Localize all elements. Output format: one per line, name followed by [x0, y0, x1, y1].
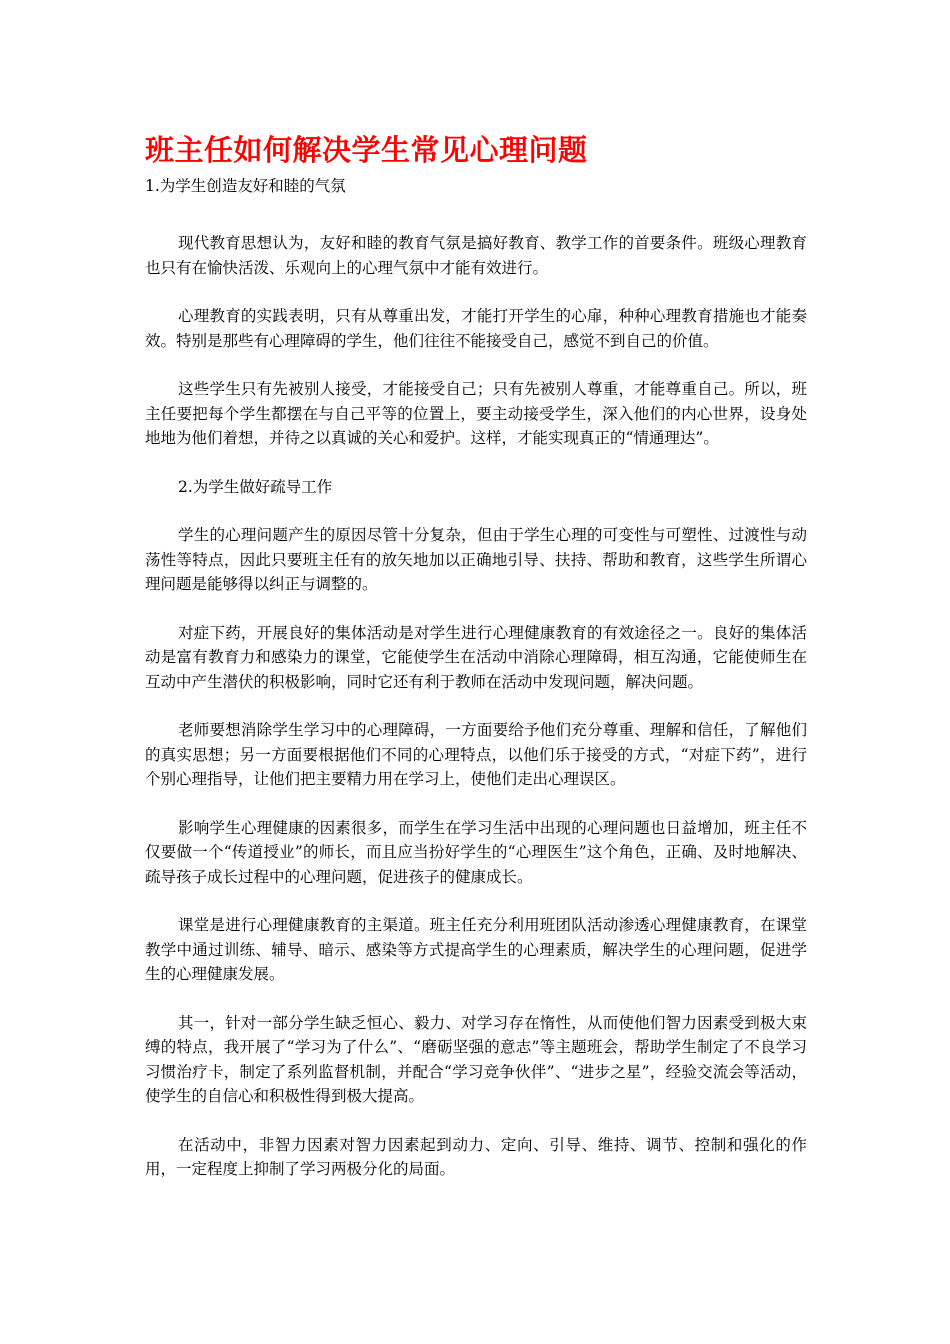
paragraph: 心理教育的实践表明，只有从尊重出发，才能打开学生的心扉，种种心理教育措施也才能奏效。特别是那些有心理障碍的学生，他们往往不能接受自己，感觉不到自己的价值。	[145, 307, 807, 350]
section-heading-1: 1.为学生创造友好和睦的气氛	[145, 177, 346, 195]
section-heading-2: 2.为学生做好疏导工作	[178, 477, 333, 496]
paragraph: 老师要想消除学生学习中的心理障碍，一方面要给予他们充分尊重、理解和信任，了解他们的真实思想；另一方面要根据他们不同的心理特点，以他们乐于接受的方式，“对症下药”，进行个别心理指导，让他们把主要精力用在学习上，使他们走出心理误区。	[145, 721, 807, 788]
paragraph: 在活动中，非智力因素对智力因素起到动力、定向、引导、维持、调节、控制和强化的作用，一定程度上抑制了学习两极分化的局面。	[145, 1135, 807, 1178]
document-title: 班主任如何解决学生常见心理问题	[145, 133, 588, 167]
paragraph: 其一，针对一部分学生缺乏恒心、毅力、对学习存在惰性，从而使他们智力因素受到极大束缚的特点，我开展了“学习为了什么”、“磨砺坚强的意志”等主题班会，帮助学生制定了不良学习习惯治疗卡，制定了系列监督机制，并配合“学习竞争伙伴”、“进步之星”，经验交流会等活动，使学生的自信心和积极性得到极大提高。	[145, 1013, 807, 1105]
document-page	[145, 128, 807, 1182]
paragraph: 这些学生只有先被别人接受，才能接受自己；只有先被别人尊重，才能尊重自己。所以，班主任要把每个学生都摆在与自己平等的位置上，要主动接受学生，深入他们的内心世界，设身处地地为他们着想，并待之以真诚的关心和爱护。这样，才能实现真正的“情通理达”。	[145, 380, 807, 447]
paragraph: 现代教育思想认为，友好和睦的教育气氛是搞好教育、教学工作的首要条件。班级心理教育也只有在愉快活泼、乐观向上的心理气氛中才能有效进行。	[145, 234, 807, 277]
paragraph: 影响学生心理健康的因素很多，而学生在学习生活中出现的心理问题也日益增加，班主任不仅要做一个“传道授业”的师长，而且应当扮好学生的“心理医生”这个角色，正确、及时地解决、疏导孩子成长过程中的心理问题，促进孩子的健康成长。	[145, 818, 807, 886]
paragraph: 学生的心理问题产生的原因尽管十分复杂，但由于学生心理的可变性与可塑性、过渡性与动荡性等特点，因此只要班主任有的放矢地加以正确地引导、扶持、帮助和教育，这些学生所谓心理问题是能够得以纠正与调整的。	[145, 526, 807, 593]
paragraph: 对症下药，开展良好的集体活动是对学生进行心理健康教育的有效途径之一。良好的集体活动是富有教育力和感染力的课堂，它能使学生在活动中消除心理障碍，相互沟通，它能使师生在互动中产生潜伏的积极影响，同时它还有利于教师在活动中发现问题，解决问题。	[145, 623, 807, 691]
paragraph: 课堂是进行心理健康教育的主渠道。班主任充分利用班团队活动渗透心理健康教育，在课堂教学中通过训练、辅导、暗示、感染等方式提高学生的心理素质，解决学生的心理问题，促进学生的心理健康发展。	[145, 916, 807, 983]
